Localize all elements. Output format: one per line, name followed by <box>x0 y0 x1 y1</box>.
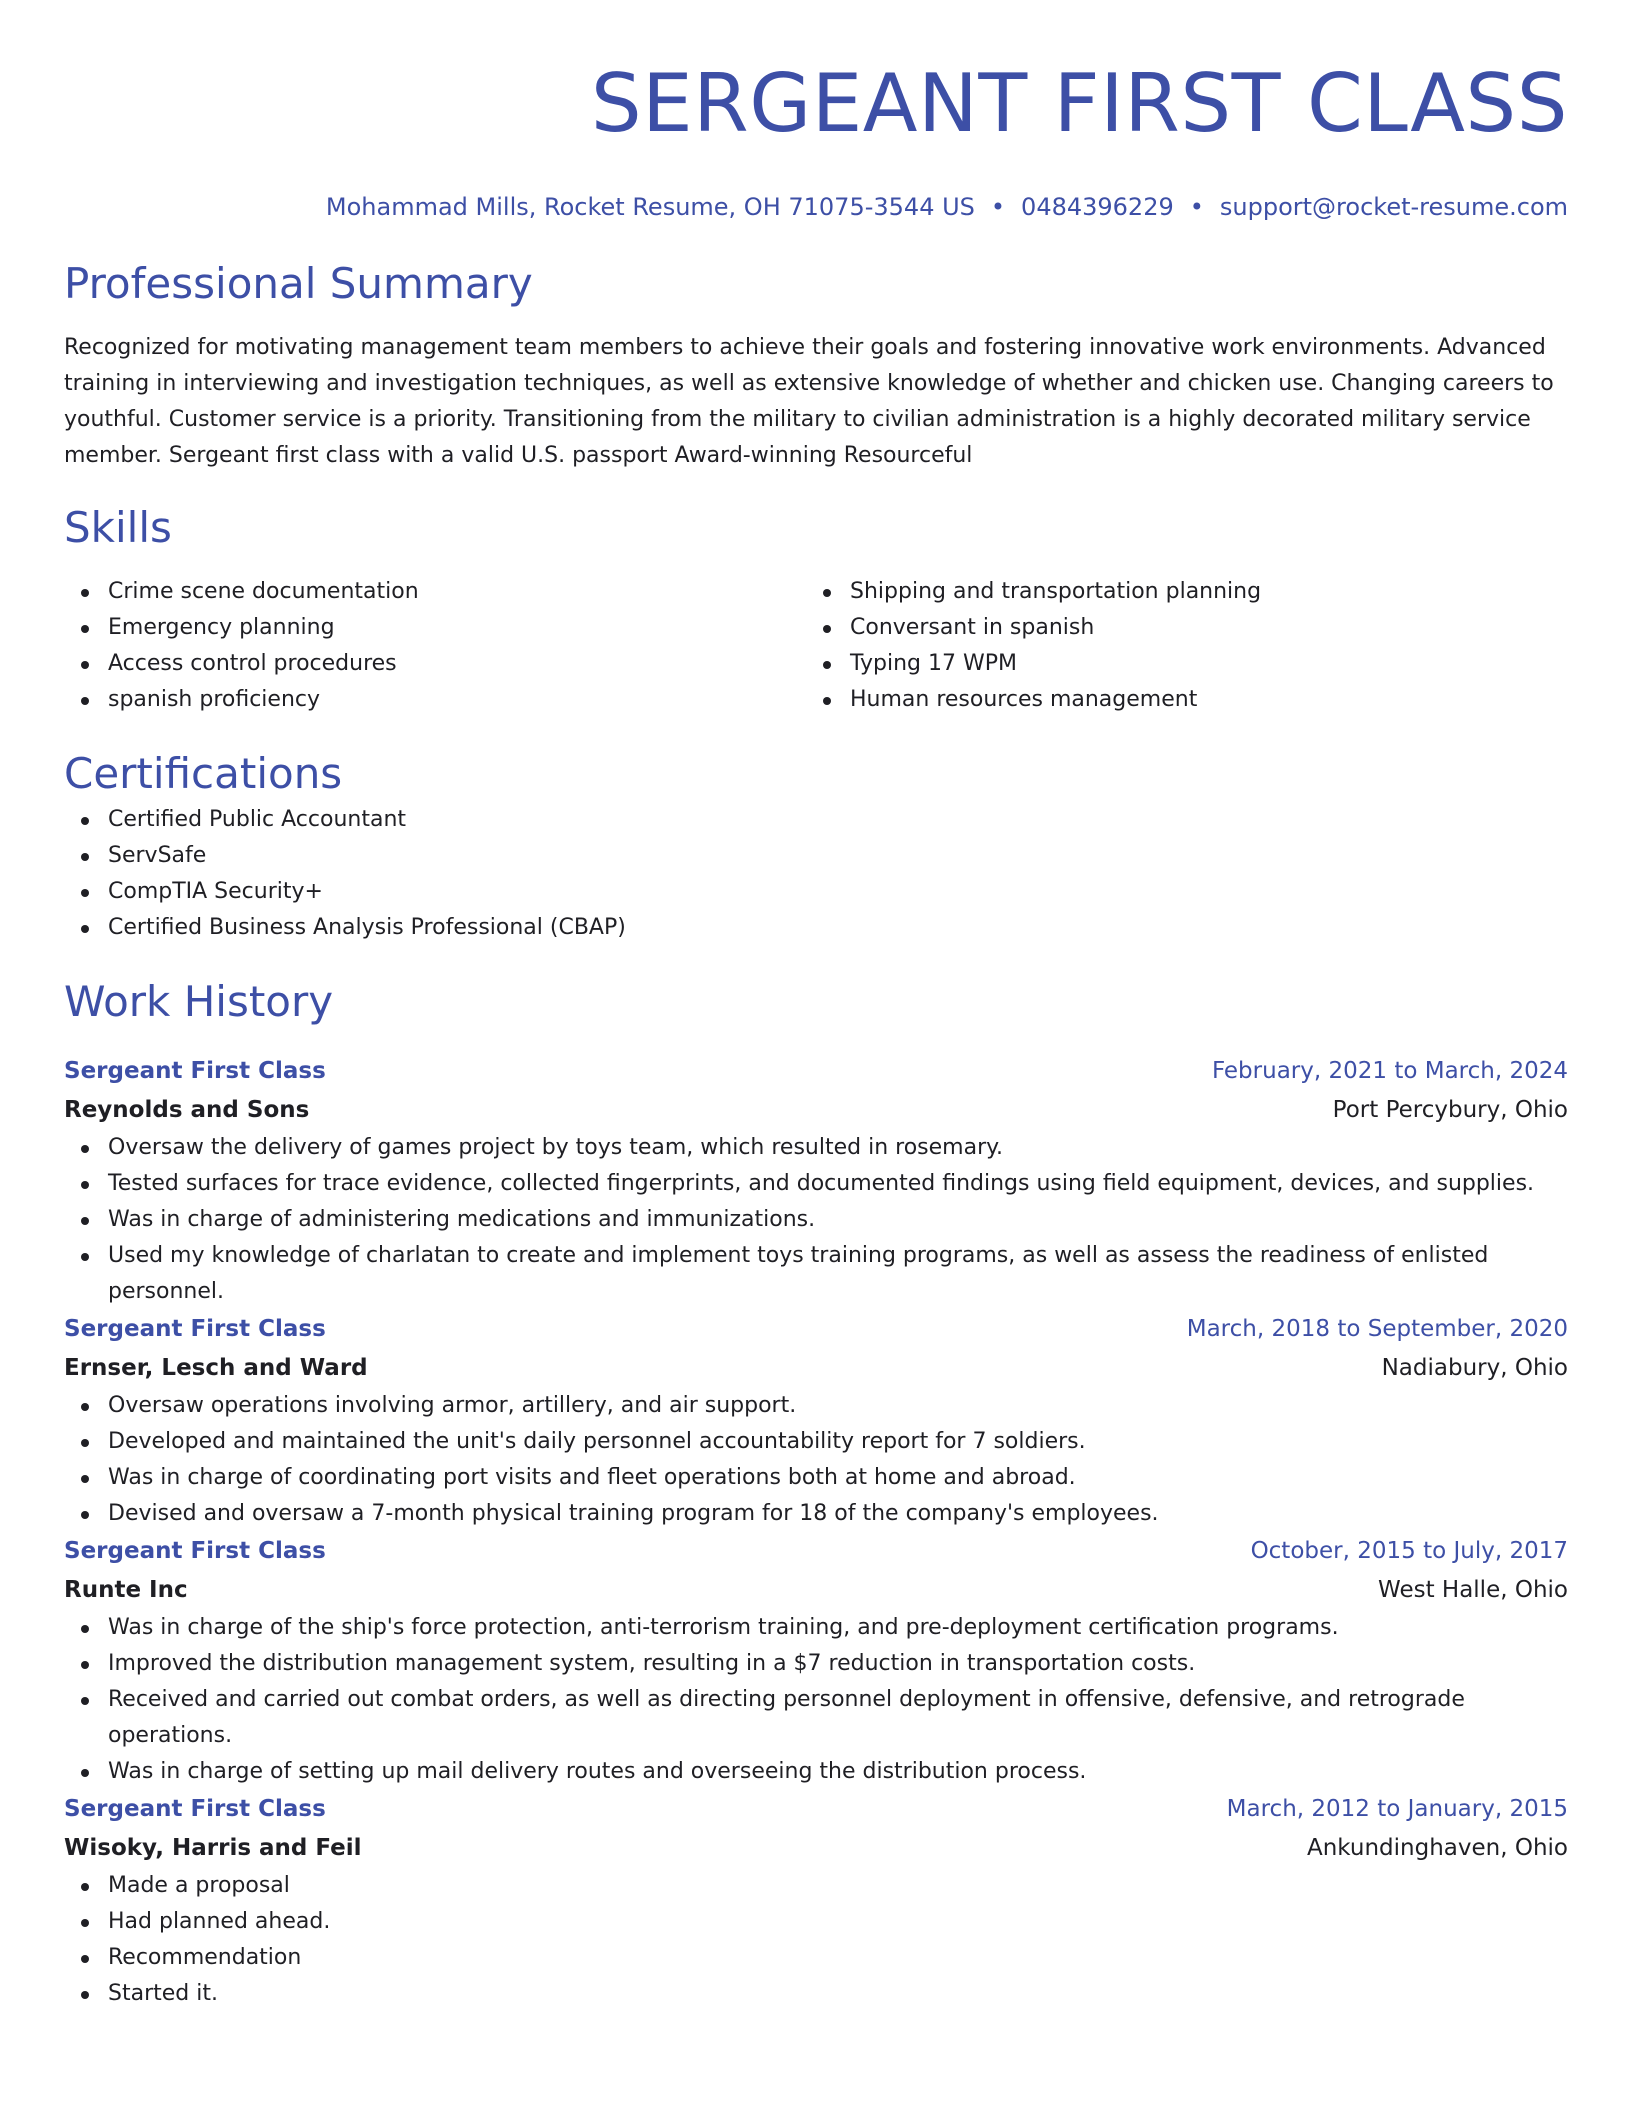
job-bullets <box>64 1388 1568 1532</box>
job-bullet: Oversaw operations involving armor, artillery, and air support. <box>64 1388 1568 1424</box>
job-bullet: Tested surfaces for trace evidence, collected fingerprints, and documented findings using field equipment, devices, and supplies. <box>64 1166 1568 1202</box>
skill-item: Emergency planning <box>64 610 806 646</box>
skills-grid <box>64 574 1568 718</box>
job-company: Runte Inc <box>64 1577 188 1603</box>
job-location: Ankundinghaven, Ohio <box>1306 1835 1568 1861</box>
job-location: Nadiabury, Ohio <box>1381 1355 1568 1381</box>
job-bullets <box>64 1130 1568 1310</box>
skills-heading: Skills <box>64 503 172 552</box>
summary-section <box>64 256 1568 474</box>
work-history-section <box>64 974 1568 2012</box>
contact-line <box>64 190 1568 224</box>
job-dates: March, 2018 to September, 2020 <box>1186 1316 1568 1342</box>
certifications-section <box>64 746 1568 946</box>
job-bullet: Was in charge of setting up mail delivery routes and overseeing the distribution process. <box>64 1754 1568 1790</box>
job-bullet: Devised and oversaw a 7-month physical training program for 18 of the company's employees. <box>64 1496 1568 1532</box>
job-company: Ernser, Lesch and Ward <box>64 1355 368 1381</box>
summary-heading: Professional Summary <box>64 259 533 308</box>
skills-section <box>64 500 1568 718</box>
job-bullet: Was in charge of administering medications and immunizations. <box>64 1202 1568 1238</box>
job-location: West Halle, Ohio <box>1378 1577 1568 1603</box>
job-bullet: Received and carried out combat orders, as well as directing personnel deployment in offensive, defensive, and retrograde operations. <box>64 1682 1568 1754</box>
certifications-heading: Certifications <box>64 749 343 798</box>
contact-separator: • <box>1189 193 1204 221</box>
job-bullet: Recommendation <box>64 1940 1568 1976</box>
skill-item: Access control procedures <box>64 646 806 682</box>
job-company: Wisoky, Harris and Feil <box>64 1835 362 1861</box>
skill-item: Crime scene documentation <box>64 574 806 610</box>
job-bullet: Used my knowledge of charlatan to create and implement toys training programs, as well as assess the readiness of enlisted personnel. <box>64 1238 1568 1310</box>
job-header-row <box>64 1052 1568 1090</box>
job-entry <box>64 1532 1568 1790</box>
resume-title: SERGEANT FIRST CLASS <box>590 57 1568 150</box>
job-bullet: Improved the distribution management system, resulting in a $7 reduction in transportation costs. <box>64 1646 1568 1682</box>
job-bullets <box>64 1868 1568 2012</box>
skill-item: Typing 17 WPM <box>806 646 1548 682</box>
job-company-row <box>64 1828 1568 1868</box>
job-role: Sergeant First Class <box>64 1316 326 1342</box>
job-entry <box>64 1310 1568 1532</box>
certification-item: Certified Public Accountant <box>64 802 1568 838</box>
job-role: Sergeant First Class <box>64 1058 326 1084</box>
job-company-row <box>64 1348 1568 1388</box>
skill-item: Conversant in spanish <box>806 610 1548 646</box>
job-header-row <box>64 1310 1568 1348</box>
job-header-row <box>64 1532 1568 1570</box>
skill-item: spanish proficiency <box>64 682 806 718</box>
job-bullet: Was in charge of coordinating port visits and fleet operations both at home and abroad. <box>64 1460 1568 1496</box>
certifications-list <box>64 802 1568 946</box>
certification-item: CompTIA Security+ <box>64 874 1568 910</box>
job-company-row <box>64 1090 1568 1130</box>
skills-list-right <box>806 574 1548 718</box>
contact-email[interactable]: support@rocket-resume.com <box>1219 193 1568 221</box>
job-entry <box>64 1052 1568 1310</box>
certification-item: ServSafe <box>64 838 1568 874</box>
work-history-heading: Work History <box>64 977 334 1026</box>
skill-item: Human resources management <box>806 682 1548 718</box>
job-bullet: Started it. <box>64 1976 1568 2012</box>
job-dates: March, 2012 to January, 2015 <box>1226 1796 1568 1822</box>
job-dates: October, 2015 to July, 2017 <box>1250 1538 1568 1564</box>
contact-phone: 0484396229 <box>1021 193 1174 221</box>
job-company-row <box>64 1570 1568 1610</box>
job-bullet: Oversaw the delivery of games project by toys team, which resulted in rosemary. <box>64 1130 1568 1166</box>
job-bullet: Made a proposal <box>64 1868 1568 1904</box>
resume-header <box>64 54 1568 224</box>
job-header-row <box>64 1790 1568 1828</box>
job-bullet: Was in charge of the ship's force protection, anti-terrorism training, and pre-deployment certification programs. <box>64 1610 1568 1646</box>
contact-separator: • <box>990 193 1006 221</box>
job-role: Sergeant First Class <box>64 1796 326 1822</box>
job-company: Reynolds and Sons <box>64 1097 310 1123</box>
job-dates: February, 2021 to March, 2024 <box>1211 1058 1568 1084</box>
job-bullets <box>64 1610 1568 1790</box>
job-role: Sergeant First Class <box>64 1538 326 1564</box>
job-bullet: Had planned ahead. <box>64 1904 1568 1940</box>
job-entry <box>64 1790 1568 2012</box>
certification-item: Certified Business Analysis Professional (CBAP) <box>64 910 1568 946</box>
contact-address: Mohammad Mills, Rocket Resume, OH 71075-3544 US <box>325 193 975 221</box>
skills-list-left <box>64 574 806 718</box>
summary-text: Recognized for motivating management team members to achieve their goals and fostering innovative work environments. Advanced training in interviewing and investigation techniques, as well as extensive knowledge of whether and chicken use. Changing careers to youthful. Customer service is a priority. Transitioning from the military to civilian administration is a highly decorated military service member. Sergeant first class with a valid U.S. passport Award-winning Resourceful <box>64 335 1554 468</box>
skill-item: Shipping and transportation planning <box>806 574 1548 610</box>
job-location: Port Percybury, Ohio <box>1332 1097 1568 1123</box>
job-bullet: Developed and maintained the unit's daily personnel accountability report for 7 soldiers. <box>64 1424 1568 1460</box>
